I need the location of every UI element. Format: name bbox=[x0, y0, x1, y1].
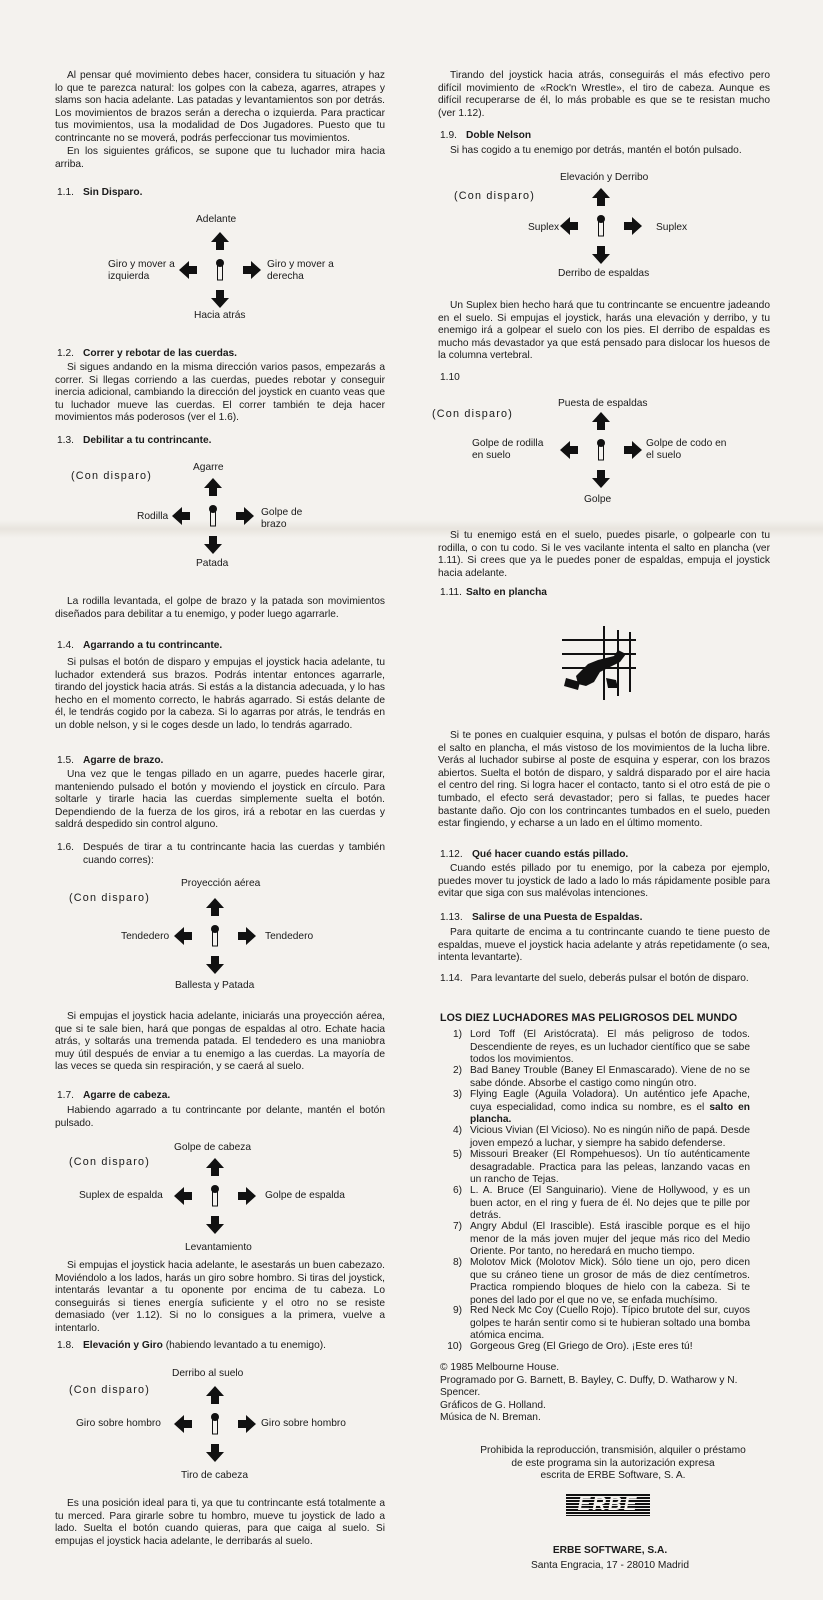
joystick-arrows-icon bbox=[556, 410, 646, 490]
dir-left-label: Rodilla bbox=[137, 511, 169, 522]
section-1-11-heading: 1.11. Salto en plancha bbox=[440, 587, 547, 598]
intro-note: En los siguientes gráficos, se supone que tu luchador mira hacia arriba. bbox=[55, 146, 385, 170]
section-1-14-text: 1.14. Para levantarte del suelo, deberás pulsar el botón de disparo. bbox=[440, 973, 749, 984]
list-item: 3) Flying Eagle (Aguila Voladora). Un auténtico jefe Apache, cuya especialidad, como indica su nombre, es el salto en plancha. bbox=[452, 1089, 750, 1126]
legal-line: Prohibida la reproducción, transmisión, alquiler o préstamo bbox=[480, 1445, 746, 1456]
music-line: Música de N. Breman. bbox=[440, 1412, 541, 1424]
section-1-2-text: Si sigues andando en la misma dirección varios pasos, empezarás a correr. Si llegas corriendo a las cuerdas, puedes rebotar y conseguir inercia adicional, cambiando la dirección del joystick en cuanto veas que tu luchador mueve las cuerdas. El correr también te deja hacer movimientos más poderosos (ver el 1.6). bbox=[55, 362, 385, 424]
section-1-12-text: Cuando estés pillado por tu enemigo, por la cabeza por ejemplo, puedes mover tu joystick de lado a lado lo más rápidamente posible para evitar que siga con sus malévolas intenciones. bbox=[438, 863, 770, 900]
with-fire-label: (Con disparo) bbox=[69, 892, 151, 904]
section-1-4-text: Si pulsas el botón de disparo y empujas el joystick hacia adelante, tu luchador extenderá sus brazos. Podrás intentar entonces agarrarle, tirando del joystick hacia atrás. Si estás a la distancia adecuada, y lo has hecho en el momento correcto, le habrás agarrado. Si estás delante de él, le tendrás cogido por la cabeza. Si lo agarras por atrás, le tendrás en un doble nelson, y si le coges desde un lado, lo tendrás agarrado. bbox=[55, 657, 385, 731]
section-1-12-heading: 1.12. Qué hacer cuando estás pillado. bbox=[440, 849, 629, 860]
section-1-3-text: La rodilla levantada, el golpe de brazo y la patada son movimientos diseñados para debilitar a tu enemigo, y poder luego agarrarle. bbox=[55, 596, 385, 620]
dir-down-label: Patada bbox=[196, 558, 229, 569]
dir-down-label: Derribo de espaldas bbox=[558, 268, 650, 279]
section-1-4-heading: 1.4. Agarrando a tu contrincante. bbox=[57, 640, 223, 651]
section-1-3-heading: 1.3. Debilitar a tu contrincante. bbox=[57, 435, 212, 446]
dir-left-label: Suplex de espalda bbox=[79, 1190, 163, 1201]
section-1-1-heading: 1.1. Sin Disparo. bbox=[57, 187, 143, 198]
company-address: Santa Engracia, 17 - 28010 Madrid bbox=[530, 1560, 689, 1571]
erbe-logo: ERBE bbox=[566, 1494, 650, 1516]
section-1-9-text: Un Suplex bien hecho hará que tu contrincante se encuentre jadeando en el suelo. Si empujas el joystick, harás una elevación y derribo, y tu enemigo irá a golpear el suelo con los pies. El derribo de espaldas es mucho más devastador ya que está pensado para dislocar los huesos de la columna vertebral. bbox=[438, 300, 770, 362]
section-1-7-lead: Habiendo agarrado a tu contrincante por delante, mantén el botón pulsado. bbox=[55, 1105, 385, 1129]
with-fire-label: (Con disparo) bbox=[432, 408, 514, 420]
wrestler-list-title: LOS DIEZ LUCHADORES MAS PELIGROSOS DEL MUNDO bbox=[440, 1012, 738, 1024]
dir-down-label: Golpe bbox=[584, 494, 612, 505]
joystick-arrows-icon bbox=[175, 230, 265, 310]
with-fire-label: (Con disparo) bbox=[454, 190, 536, 202]
joystick-arrows-icon bbox=[556, 186, 646, 266]
with-fire-label: (Con disparo) bbox=[71, 470, 153, 482]
programmers-line: Programado por G. Barnett, B. Bayley, C. Duffy, D. Watharow y N. Spencer. bbox=[440, 1374, 738, 1399]
section-1-8-heading: 1.8. Elevación y Giro (habiendo levantado a tu enemigo). bbox=[57, 1340, 326, 1351]
dir-right-label: Giro y mover a derecha bbox=[267, 259, 334, 282]
dir-up-label: Golpe de cabeza bbox=[174, 1142, 252, 1153]
section-1-13-text: Para quitarte de encima a tu contrincante cuando te tiene puesto de espaldas, mueve el joystick hacia adelante y atrás repetidamente (o sea, intenta levantarte). bbox=[438, 927, 770, 964]
section-1-7-heading: 1.7. Agarre de cabeza. bbox=[57, 1090, 171, 1101]
joystick-diagram-1-7 bbox=[55, 1140, 385, 1255]
section-1-6-heading: 1.6. Después de tirar a tu contrincante hacia las cuerdas y también cuando corres): bbox=[57, 842, 385, 866]
company-name: ERBE SOFTWARE, S.A. bbox=[552, 1545, 668, 1556]
joystick-diagram-1-6 bbox=[55, 876, 385, 991]
list-item: 4) Vicious Vivian (El Vicioso). No es ningún niño de papá. Desde joven empezó a luchar, y siempre ha sabido defenderse. bbox=[452, 1125, 750, 1149]
legal-line: de este programa sin la autorización expresa bbox=[511, 1457, 715, 1469]
section-1-11-text: Si te pones en cualquier esquina, y pulsas el botón de disparo, harás el salto en plancha, el más vistoso de los movimientos de la lucha libre. Verás al luchador subirse al poste de esquina y esperar, con los brazos abiertos. Suelta el botón de disparo, y saldrá disparado por el aire hacia el centro del ring. Si logra hacer el contacto, tanto si el otro está de pie o tumbado, el efecto será devastador; pero si fallas, te puedes hacer bastante daño. Ojo con los contrincantes tumbados en el suelo, pueden estar fingiendo, y echarse a un lado en el último momento. bbox=[438, 730, 770, 830]
section-1-10-heading: 1.10 bbox=[440, 372, 460, 383]
legal-notice bbox=[438, 1445, 788, 1483]
joystick-arrows-icon bbox=[168, 476, 258, 556]
list-item: 2) Bad Baney Trouble (Baney El Enmascarado). Viene de no se sabe dónde. Absorbe el castigo como ningún otro. bbox=[452, 1065, 750, 1089]
section-1-9-lead: Si has cogido a tu enemigo por detrás, mantén el botón pulsado. bbox=[450, 145, 742, 156]
list-item: 10) Gorgeous Greg (El Griego de Oro). ¡Este eres tú! bbox=[447, 1341, 693, 1352]
dir-left-label: Golpe de rodilla en suelo bbox=[472, 438, 544, 461]
dir-up-label: Agarre bbox=[193, 462, 224, 473]
dir-right-label: Tendedero bbox=[265, 931, 314, 942]
dir-up-label: Adelante bbox=[196, 214, 237, 225]
with-fire-label: (Con disparo) bbox=[69, 1156, 151, 1168]
wrestler-ring-corner-illustration bbox=[556, 620, 642, 706]
joystick-diagram-1-9 bbox=[438, 170, 770, 285]
list-item: 8) Molotov Mick (Molotov Mick). Sólo tiene un ojo, pero dicen que su cráneo tiene un grosor de más de diez centímetros. Practica rompiendo bloques de hielo con la cabeza. Si te pones del lado por el que no ve, se enfada muchísimo. bbox=[452, 1257, 750, 1306]
dir-up-label: Puesta de espaldas bbox=[558, 398, 648, 409]
list-item: 9) Red Neck Mc Coy (Cuello Rojo). Típico brutote del sur, cuyos golpes te harán sentir como si te hubieran soltado una bomba atómica encima. bbox=[452, 1305, 750, 1342]
copyright-line: © 1985 Melbourne House. bbox=[440, 1362, 560, 1373]
dir-right-label: Suplex bbox=[656, 222, 688, 233]
right-top-paragraph: Tirando del joystick hacia atrás, conseguirás el más efectivo pero difícil movimiento de «Rock'n Wrestle», el tiro de cabeza. Aunque es difícil recuperarse de él, lo más probable es que se te resistan mucho (ver 1.12). bbox=[438, 70, 770, 119]
dir-down-label: Tiro de cabeza bbox=[181, 1470, 249, 1481]
dir-left-label: Giro sobre hombro bbox=[76, 1418, 161, 1429]
section-1-8-text: Es una posición ideal para ti, ya que tu contrincante está totalmente a tu merced. Para girarle sobre tu hombro, mueve tu joystick de lado a lado. Suelta el botón cuando quieras, para que caiga al suelo. Si empujas el joystick hacia adelante, le derribarás al suelo. bbox=[55, 1498, 385, 1547]
section-1-13-heading: 1.13. Salirse de una Puesta de Espaldas. bbox=[440, 912, 643, 923]
joystick-arrows-icon bbox=[170, 1384, 260, 1464]
list-item: 5) Missouri Breaker (El Rompehuesos). Un tío auténticamente desagradable. Practica para las peleas, lanzando vacas en un rancho de Tejas. bbox=[452, 1149, 750, 1186]
dir-up-label: Proyección aérea bbox=[181, 878, 261, 889]
graphics-line: Gráficos de G. Holland. bbox=[440, 1399, 546, 1411]
dir-right-label: Golpe de brazo bbox=[261, 507, 303, 530]
section-1-2-heading: 1.2. Correr y rebotar de las cuerdas. bbox=[57, 348, 238, 359]
section-1-5-heading: 1.5. Agarre de brazo. bbox=[57, 755, 164, 766]
dir-right-label: Golpe de espalda bbox=[265, 1190, 345, 1201]
dir-left-label: Tendedero bbox=[121, 931, 170, 942]
joystick-diagram-1-10 bbox=[432, 398, 770, 513]
dir-left-label: Giro y mover a izquierda bbox=[108, 259, 175, 282]
dir-right-label: Golpe de codo en el suelo bbox=[646, 438, 727, 461]
section-1-7-text: Si empujas el joystick hacia adelante, le asestarás un buen cabezazo. Moviéndolo a los lados, harás un giro sobre hombro. Si tiras del joystick, intentarás levantar a tu oponente por encima de tu cabeza. Lo conseguirás si tienes energía suficiente y el otro no se resiste demasiado (ver 1.12). Si no lo consigues a la primera, vuelve a intentarlo. bbox=[55, 1260, 385, 1334]
section-1-6-text: Si empujas el joystick hacia adelante, iniciarás una proyección aérea, que si te sale bien, hará que pongas de espaldas al otro. Echate hacia atrás, y soltarás una tremenda patada. El tendedero es una maniobra muy útil después de enviar a tu enemigo a las cuerdas. La mayoría de las veces se queda sin respiración, y se caerá al suelo. bbox=[55, 1011, 385, 1073]
dir-down-label: Hacia atrás bbox=[194, 310, 246, 321]
list-item: 6) L. A. Bruce (El Sanguinario). Viene de Hollywood, y es un buen actor, en el ring y fuera de él. No dejes que te pille por detrás. bbox=[452, 1185, 750, 1222]
section-1-9-heading: 1.9. Doble Nelson bbox=[440, 130, 532, 141]
list-item: 7) Angry Abdul (El Irascible). Está irascible porque es el hijo menor de la más joven mujer del jeque más rico del Medio Oriente. Por tanto, no heredará en mucho tiempo. bbox=[452, 1221, 750, 1258]
dir-down-label: Levantamiento bbox=[185, 1242, 252, 1253]
section-1-10-text: Si tu enemigo está en el suelo, puedes pisarle, o golpearle con tu rodilla, o con tu codo. Si le ves vacilante intenta el salto en plancha (ver 1.11). Si crees que ya le puedes poner de espaldas, empuja el joystick hacia adelante. bbox=[438, 530, 770, 579]
joystick-diagram-1-1 bbox=[55, 210, 385, 325]
dir-up-label: Derribo al suelo bbox=[172, 1368, 244, 1379]
dir-right-label: Giro sobre hombro bbox=[261, 1418, 346, 1429]
list-item: 1) Lord Toff (El Aristócrata). El más peligroso de todos. Descendiente de reyes, es un luchador científico que se sabe todos los movimientos. bbox=[452, 1029, 750, 1066]
joystick-arrows-icon bbox=[170, 1156, 260, 1236]
dir-down-label: Ballesta y Patada bbox=[175, 980, 255, 991]
dir-left-label: Suplex bbox=[528, 222, 560, 233]
joystick-arrows-icon bbox=[170, 896, 260, 976]
credits-block bbox=[440, 1362, 770, 1425]
joystick-diagram-1-3 bbox=[55, 458, 385, 573]
legal-line: escrita de ERBE Software, S. A. bbox=[540, 1470, 686, 1482]
intro-paragraph: Al pensar qué movimiento debes hacer, considera tu situación y haz lo que te parezca natural: los golpes con la cabeza, agarres, atrapes y slams son hacia adelante. Las patadas y levantamientos son por detrás. Los movimientos de brazos serán a derecha o izquierda. Para practicar tus movimientos, usa la modalidad de Dos Jugadores. Puesto que tu contrincante no se moverá, podrás perfeccionar tus movimientos. bbox=[55, 70, 385, 144]
section-1-5-text: Una vez que le tengas pillado en un agarre, puedes hacerle girar, manteniendo pulsado el botón y moviendo el joystick en círculo. Para soltarle y tirarle hacia las cuerdas simplemente suelta el botón. Dependiendo de la fuerza de los giros, irá a rebotar en las cuerdas y saldrá despedido sin control alguno. bbox=[55, 769, 385, 831]
joystick-diagram-1-8 bbox=[55, 1368, 385, 1483]
dir-up-label: Elevación y Derribo bbox=[560, 172, 649, 183]
with-fire-label: (Con disparo) bbox=[69, 1384, 151, 1396]
